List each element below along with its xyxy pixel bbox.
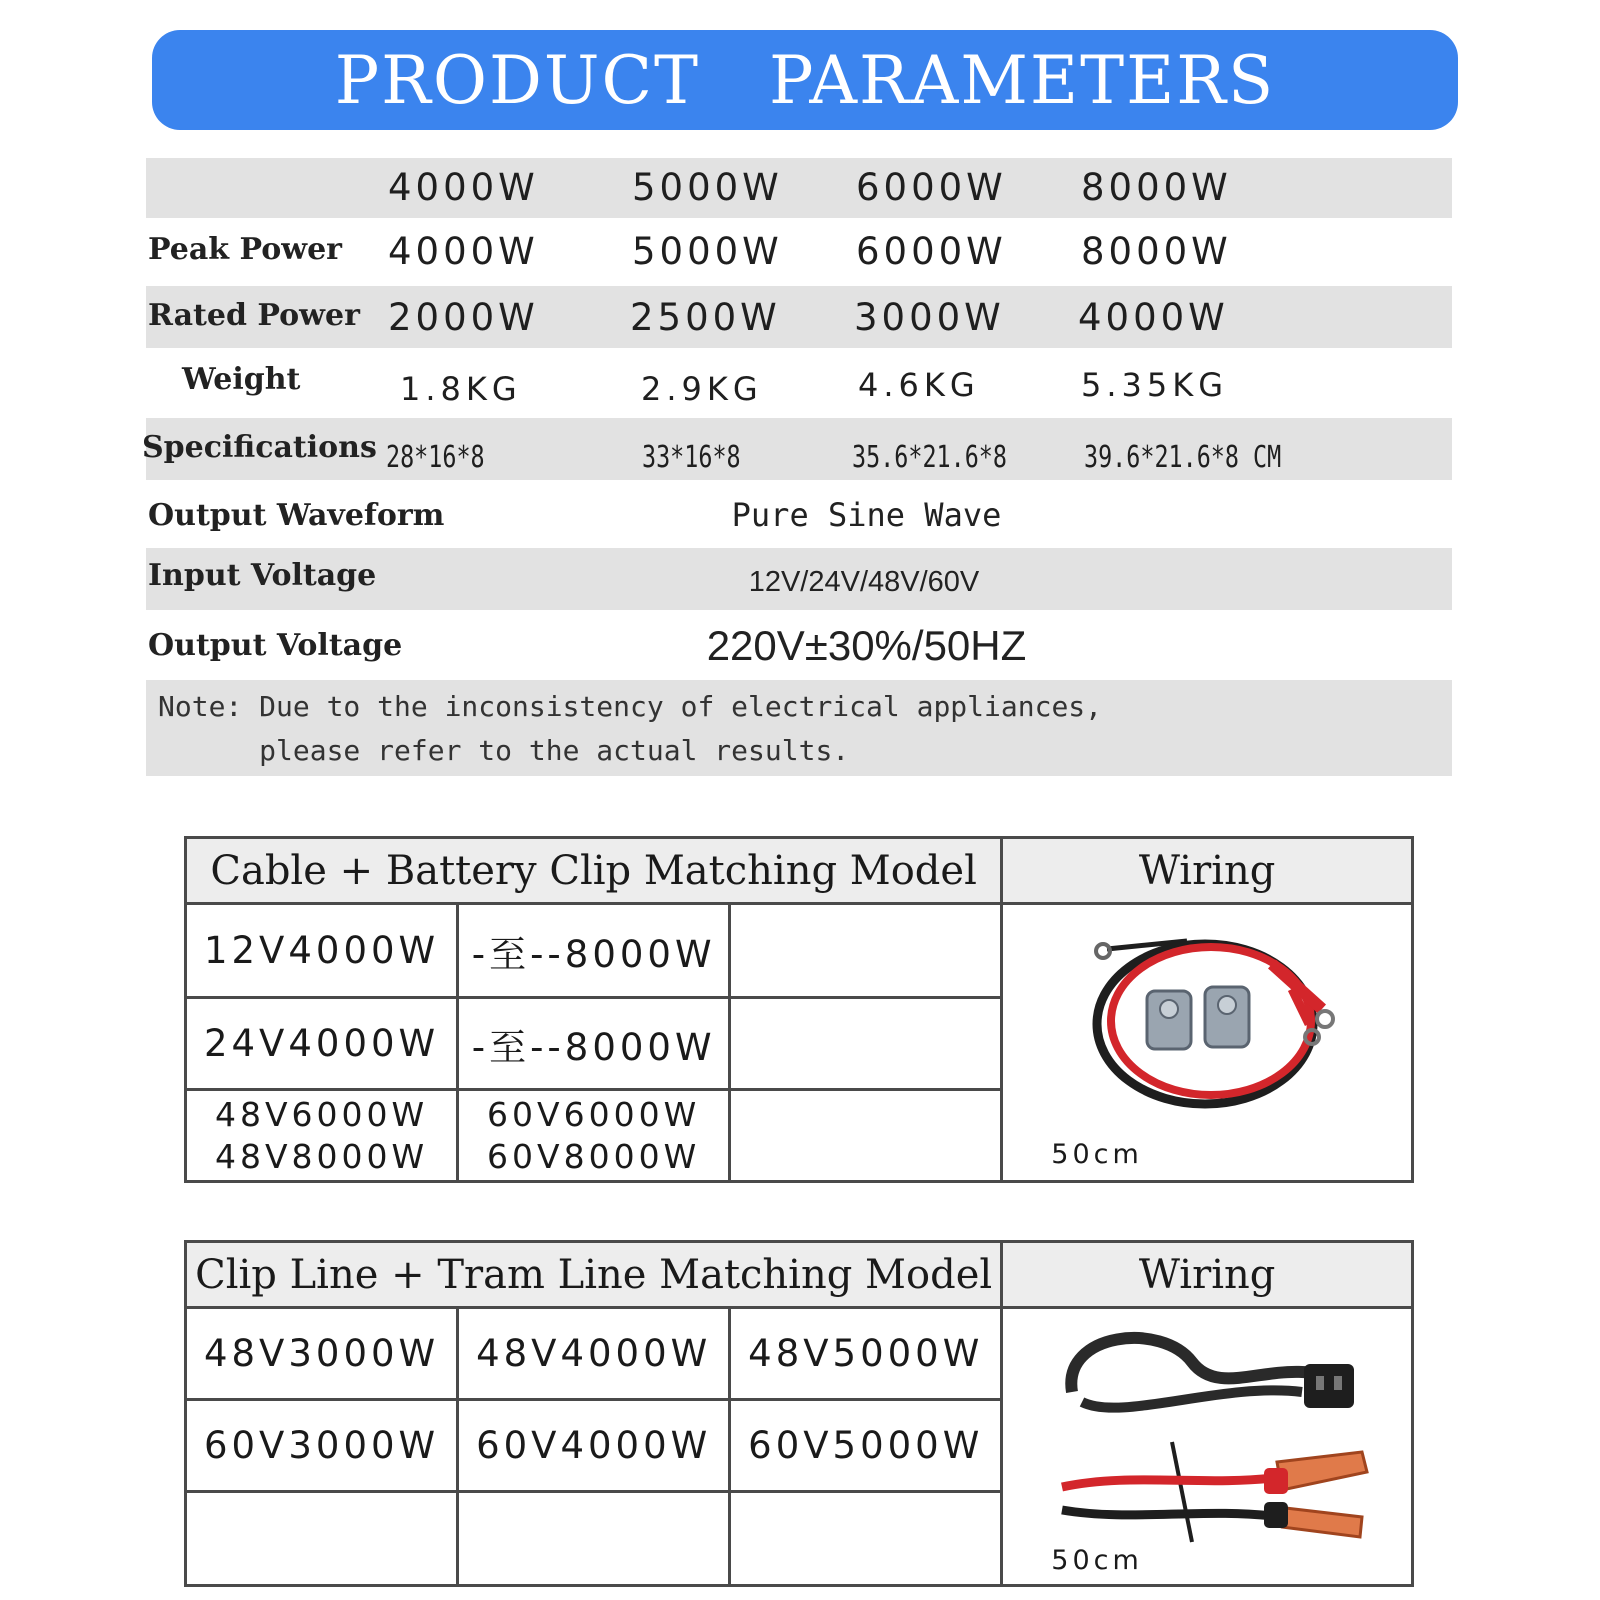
clip-tram-line-image bbox=[1042, 1312, 1372, 1552]
clip-wiring-header: Wiring bbox=[1002, 1242, 1413, 1308]
peak-power-row bbox=[146, 218, 1452, 284]
cable-wiring-cell bbox=[1002, 904, 1413, 1182]
rated-power-6000: 3000W bbox=[854, 296, 1005, 339]
clip-row3-col2 bbox=[458, 1492, 730, 1586]
output-waveform-label: Output Waveform bbox=[148, 498, 445, 533]
model-6000: 6000W bbox=[856, 166, 1007, 209]
output-voltage-label: Output Voltage bbox=[148, 628, 403, 663]
note-line-2: please refer to the actual results. bbox=[158, 734, 850, 767]
cable-table-header: Cable + Battery Clip Matching Model bbox=[186, 838, 1002, 904]
specifications-label: Specifications bbox=[142, 430, 377, 465]
model-5000: 5000W bbox=[632, 166, 783, 209]
model-4000: 4000W bbox=[388, 166, 539, 209]
peak-power-label: Peak Power bbox=[148, 232, 342, 267]
cable-row1-col3 bbox=[730, 904, 1002, 998]
cable-row2-col3 bbox=[730, 998, 1002, 1090]
title-banner bbox=[152, 30, 1458, 130]
rated-power-5000: 2500W bbox=[630, 296, 781, 339]
cable-row2-col1: 24V4000W bbox=[186, 998, 458, 1090]
input-voltage-value: 12V/24V/48V/60V bbox=[748, 566, 980, 598]
cable-row1-col2: -至--8000W bbox=[458, 904, 730, 998]
specifications-row bbox=[142, 418, 1452, 480]
rated-power-4000: 2000W bbox=[388, 296, 539, 339]
spec-6000: 35.6*21.6*8 bbox=[852, 440, 1007, 475]
clip-row2-col2: 60V4000W bbox=[458, 1400, 730, 1492]
peak-power-4000: 4000W bbox=[388, 230, 539, 273]
page-title: PRODUCT PARAMETERS bbox=[334, 41, 1276, 119]
clip-row1-col1: 48V3000W bbox=[186, 1308, 458, 1400]
note-box bbox=[146, 680, 1452, 776]
weight-row bbox=[146, 348, 1452, 416]
cable-row1-col1: 12V4000W bbox=[186, 904, 458, 998]
peak-power-8000: 8000W bbox=[1081, 230, 1232, 273]
output-voltage-row bbox=[146, 610, 1452, 680]
cable-length-label: 50cm bbox=[1051, 1139, 1143, 1170]
weight-8000: 5.35KG bbox=[1081, 366, 1229, 404]
model-8000: 8000W bbox=[1081, 166, 1232, 209]
weight-6000: 4.6KG bbox=[858, 366, 980, 404]
clip-row2-col3: 60V5000W bbox=[730, 1400, 1002, 1492]
weight-4000: 1.8KG bbox=[400, 370, 522, 408]
clip-row3-col3 bbox=[730, 1492, 1002, 1586]
rated-power-label: Rated Power bbox=[148, 298, 360, 333]
battery-cable-clip-image bbox=[1077, 929, 1337, 1129]
cable-row2-col2: -至--8000W bbox=[458, 998, 730, 1090]
clip-matching-table bbox=[184, 1240, 1414, 1587]
cable-row3-col3 bbox=[730, 1090, 1002, 1182]
weight-5000: 2.9KG bbox=[641, 370, 763, 408]
clip-row2-col1: 60V3000W bbox=[186, 1400, 458, 1492]
input-voltage-row bbox=[146, 548, 1452, 610]
cable-row3-col1: 48V6000W 48V8000W bbox=[186, 1090, 458, 1182]
note-line-1: Note: Due to the inconsistency of electrical appliances, bbox=[158, 690, 1103, 723]
spec-8000: 39.6*21.6*8 CM bbox=[1084, 440, 1282, 475]
rated-power-row bbox=[146, 286, 1452, 348]
peak-power-6000: 6000W bbox=[856, 230, 1007, 273]
model-row bbox=[146, 158, 1452, 218]
output-waveform-value: Pure Sine Wave bbox=[731, 496, 1002, 534]
clip-row3-col1 bbox=[186, 1492, 458, 1586]
cable-row3-col2: 60V6000W 60V8000W bbox=[458, 1090, 730, 1182]
output-voltage-value: 220V±30%/50HZ bbox=[706, 622, 1027, 669]
rated-power-8000: 4000W bbox=[1078, 296, 1229, 339]
cable-matching-table bbox=[184, 836, 1414, 1183]
output-waveform-row bbox=[146, 480, 1452, 548]
clip-row1-col2: 48V4000W bbox=[458, 1308, 730, 1400]
spec-4000: 28*16*8 bbox=[386, 440, 485, 475]
input-voltage-label: Input Voltage bbox=[148, 558, 377, 593]
clip-length-label: 50cm bbox=[1051, 1545, 1143, 1576]
clip-table-header: Clip Line + Tram Line Matching Model bbox=[186, 1242, 1002, 1308]
clip-row1-col3: 48V5000W bbox=[730, 1308, 1002, 1400]
weight-label: Weight bbox=[182, 362, 301, 397]
clip-wiring-cell bbox=[1002, 1308, 1413, 1586]
peak-power-5000: 5000W bbox=[632, 230, 783, 273]
cable-wiring-header: Wiring bbox=[1002, 838, 1413, 904]
spec-5000: 33*16*8 bbox=[642, 440, 741, 475]
